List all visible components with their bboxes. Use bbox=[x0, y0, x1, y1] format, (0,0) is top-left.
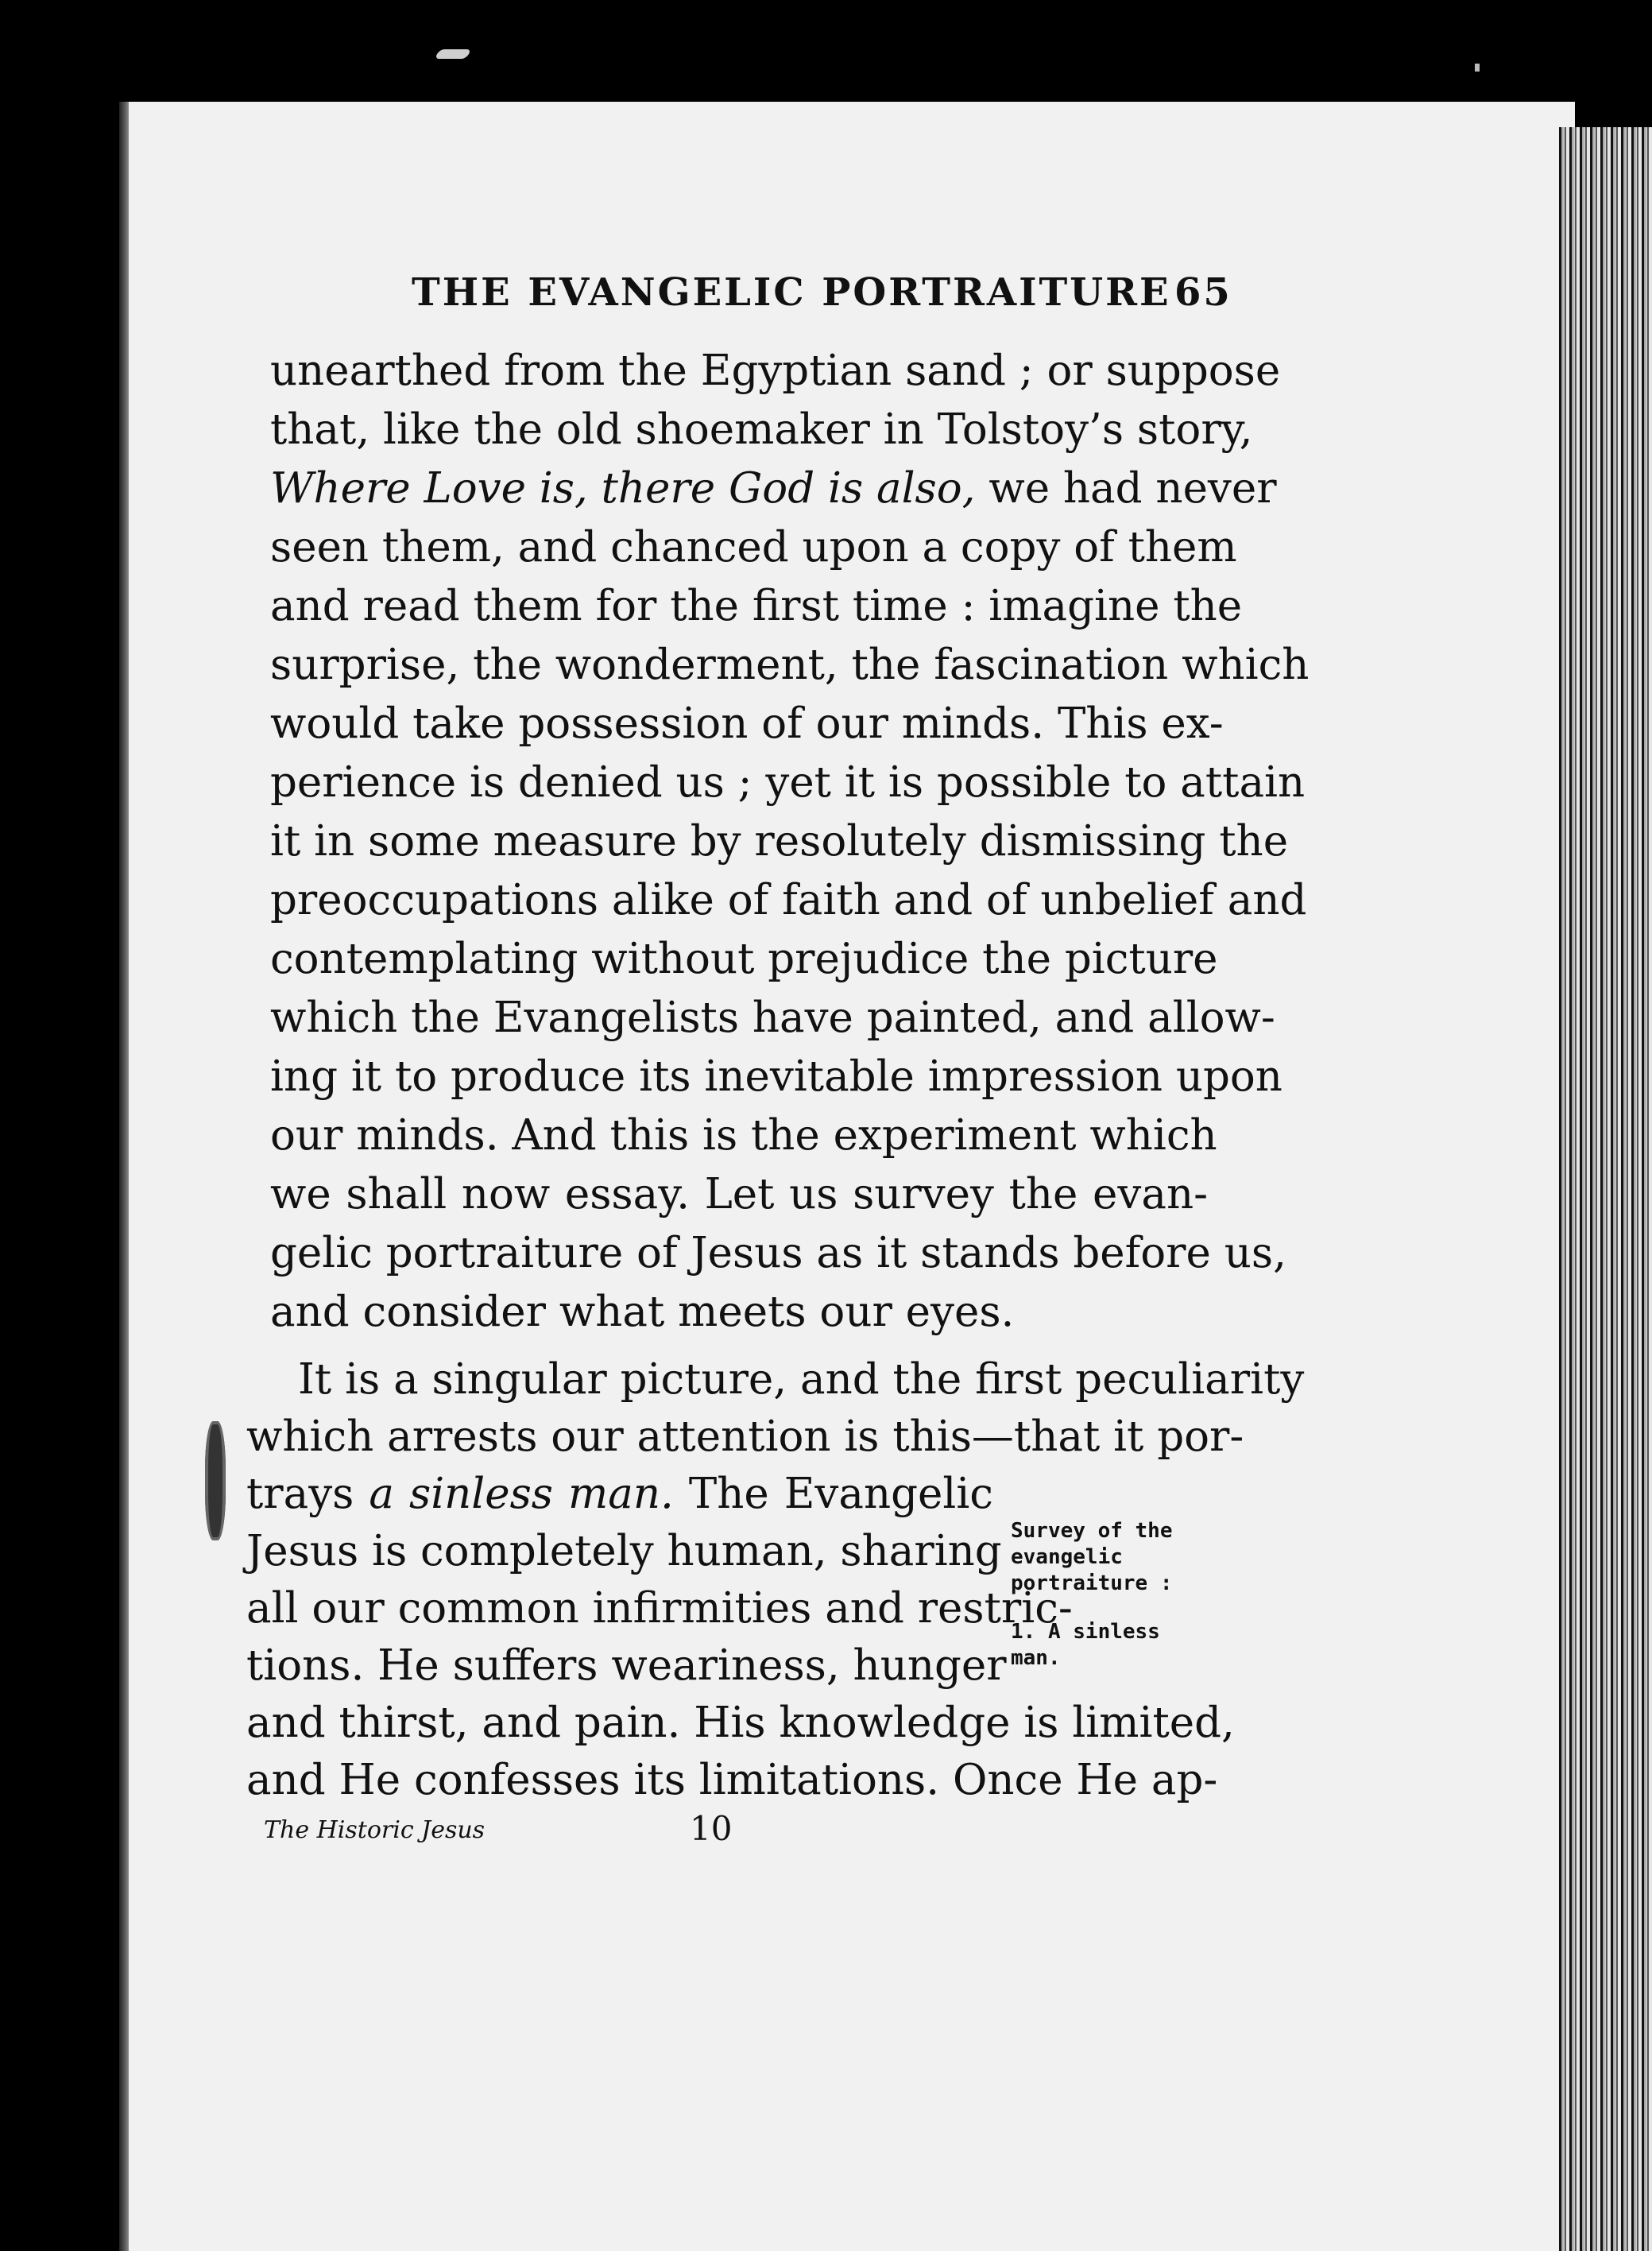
text-line: which the Evangelists have painted, and allow- bbox=[270, 994, 1275, 1042]
text-line: and thirst, and pain. His knowledge is limited, bbox=[246, 1699, 1235, 1747]
text-line bbox=[270, 459, 1277, 518]
signature-title: The Historic Jesus bbox=[264, 1816, 486, 1844]
text-line bbox=[246, 1466, 993, 1523]
scan-artifact-dot bbox=[1475, 64, 1480, 72]
text-line: seen them, and chanced upon a copy of them bbox=[270, 523, 1237, 571]
sidenote-line: Survey of the bbox=[1011, 1519, 1173, 1543]
text-line: surprise, the wonderment, the fascination which bbox=[270, 641, 1310, 689]
text-line: which arrests our attention is this—that it por- bbox=[246, 1412, 1244, 1461]
text-line: It is a singular picture, and the first peculiarity bbox=[298, 1355, 1305, 1404]
text-line: perience is denied us ; yet it is possible to attain bbox=[270, 758, 1306, 807]
text-line: all our common infirmities and restric- bbox=[246, 1584, 1073, 1633]
text-line: and consider what meets our eyes. bbox=[270, 1288, 1015, 1336]
sidenote-line: portraiture : bbox=[1011, 1571, 1173, 1595]
text-span: we had never bbox=[975, 464, 1277, 513]
text-line: tions. He suffers weariness, hunger bbox=[246, 1641, 1007, 1690]
text-line: and read them for the first time : imagine the bbox=[270, 582, 1243, 630]
margin-sidenote bbox=[1011, 1518, 1201, 1672]
text-line: and He confesses its limitations. Once He ap- bbox=[246, 1756, 1218, 1804]
sidenote-line: man. bbox=[1011, 1646, 1061, 1670]
text-line: it in some measure by resolutely dismissing the bbox=[270, 817, 1289, 866]
italic-phrase: a sinless man. bbox=[369, 1470, 674, 1518]
sidenote-line: evangelic bbox=[1011, 1545, 1123, 1569]
text-line: preoccupations alike of faith and of unbelief and bbox=[270, 876, 1307, 924]
italic-story-title: Where Love is, there God is also, bbox=[270, 464, 976, 513]
sidenote-line: 1. A sinless bbox=[1011, 1620, 1160, 1644]
text-line: unearthed from the Egyptian sand ; or suppose bbox=[270, 347, 1281, 395]
text-span: The Evangelic bbox=[673, 1470, 993, 1518]
running-head bbox=[412, 270, 1232, 315]
text-span: trays bbox=[246, 1470, 369, 1518]
page-right-edges bbox=[1559, 127, 1652, 2251]
page-number: 65 bbox=[1174, 270, 1232, 315]
paragraph-1 bbox=[270, 342, 1310, 1342]
text-line: would take possession of our minds. This ex- bbox=[270, 699, 1224, 748]
text-line: ing it to produce its inevitable impression upon bbox=[270, 1052, 1283, 1101]
text-line: contemplating without prejudice the picture bbox=[270, 935, 1218, 983]
signature-number: 10 bbox=[690, 1809, 733, 1848]
text-line: that, like the old shoemaker in Tolstoy’s story, bbox=[270, 405, 1253, 454]
text-line: gelic portraiture of Jesus as it stands before us, bbox=[270, 1229, 1286, 1277]
running-head-title: THE EVANGELIC PORTRAITURE bbox=[412, 270, 1171, 315]
margin-bracket-mark bbox=[205, 1421, 226, 1540]
scan-artifact-mark bbox=[435, 49, 472, 59]
text-line: our minds. And this is the experiment which bbox=[270, 1111, 1217, 1160]
text-line: we shall now essay. Let us survey the evan- bbox=[270, 1170, 1208, 1218]
text-line: Jesus is completely human, sharing bbox=[246, 1527, 1002, 1575]
